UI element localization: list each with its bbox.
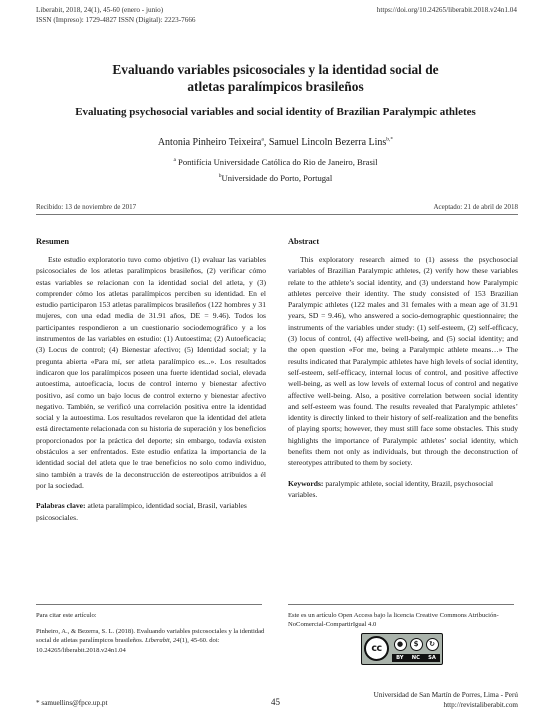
journal-website[interactable]: http://revistaliberabit.com [443,701,518,709]
affiliation-text: Universidade do Porto, Portugal [221,173,333,183]
keywords-list: paralympic athlete, social identity, Brazil, psychosocial variables. [288,478,494,499]
resumen-heading: Resumen [36,237,70,246]
received-date: Recibido: 13 de noviembre de 2017 [36,203,137,211]
cc-label: BY [396,655,404,661]
doi-link[interactable]: https://doi.org/10.24265/liberabit.2018.v24n1.04 [376,6,517,14]
accepted-date: Aceptado: 21 de abril de 2018 [433,203,518,211]
author-name: Samuel Lincoln Bezerra Lins [268,137,387,148]
spanish-title [60,62,491,95]
affiliation-mark: b [218,173,222,180]
noncommercial-icon: $ [410,638,423,651]
page-number: 45 [271,697,280,707]
author-affiliation-mark: a [261,136,264,143]
author-separator: , [263,137,269,148]
attribution-icon: ● [394,638,407,651]
english-title: Evaluating psychosocial variables and social identity of Brazilian Paralympic athletes [75,106,476,118]
abstract-column [288,237,518,500]
author-list [0,137,551,148]
sharealike-icon: ↻ [426,638,439,651]
cc-license-labels [392,654,440,662]
affiliation-mark: a [173,157,176,164]
abstract-heading: Abstract [288,237,320,246]
resumen-column [36,237,266,523]
abstract-text: This exploratory research aimed to (1) assess the psychosocial variables of Brazilian Paralympic athletes, (2) verify how these variables relate to the athlete’s social identity, and (3) understand how Paralympic athletes perceive their identity. The study consisted of 153 Brazilian Paralympic athletes (122 males and 31 females with a mean age of 31.91 years, SD = 9.46), who answered a socio-demographic questionnaire; the instruments of the variables under study: (1) self-esteem, (2) self-efficacy, (3) locus of control, (4) affective well-being, and (5) social identity; and the open question «For me, being a Paralympic athlete means…» The results indicated that Paralympic athletes have high levels of social identity, self-esteem, self-efficacy, internal locus of control, and positive affective well-being, as well as low levels of external locus of control and negative affective well-being. Also, a positive correlation between social identity and self-esteem was found. The results revealed that Paralympic athletes’ identity is directly linked to their history of self-realization and the benefits of playing sports; however, they must still face some obstacles. This study highlights the importance of Paralympic athletes’ social identity, which benefits them not only as individuals, but through the deconstruction of stereotypes attributed to them by society. [288,255,518,468]
abstract-keywords [288,478,518,501]
citation-journal: Liberabit, 24 [145,637,180,645]
divider [36,604,262,605]
journal-line: Liberabit, 2018, 24(1), 45-60 (enero - junio) [36,6,164,14]
affiliation [0,157,551,167]
article-dates [36,203,518,211]
publisher-footer [374,690,518,710]
spanish-title-line-2: atletas paralímpicos brasileños [187,78,364,94]
keywords-label: Palabras clave: [36,501,86,511]
university-name: Universidad de San Martín de Porres, Lima - Perú [373,691,518,699]
resumen-text: Este estudio exploratorio tuvo como objetivo (1) evaluar las variables psicosociales de los atletas paralímpicos brasileños, (2) verificar cómo estas variables se relacionan con la identidad social del atleta, y (3) comprender cómo los atletas paralímpicos perciben su identidad. En el estudio participaron 153 atletas paralímpicos brasileños (122 hombres y 31 mujeres, con una edad media de 31.91 años, DE = 9.46). Todos los participantes respondieron a un cuestionario sociodemográfico y a los instrumentos de las variables en estudio: (1) Autoestima; (2) Autoeficacia; (3) Locus de control; (4) Bienestar afectivo; (5) Identidad social; y la pregunta abierta «Para mí, ser atleta paralímpico es...». Los resultados indicaron que los paralímpicos poseen una fuerte identidad social, elevada autoestima, autoeficacia, locus de control interno y bienestar afectivo positivo, así como un bajo locus de control externo y bienestar afectivo negativo. También, se verificó una correlación positiva entre la identidad social y la autoestima. Los resultados revelaron que la identidad del atleta está directamente relacionada con su historia de superación y los beneficios proporcionados por la práctica del deporte; sin embargo, todavía existen obstáculos a ser enfrentados. Este estudio enfatiza la importancia de la identidad social del atleta que le trae beneficios no solo como individuo, sino también a través de la deconstrucción de estereotipos atribuidos a él por la sociedad. [36,255,266,490]
cc-license-icons [392,636,440,653]
citation-text [36,627,266,655]
cc-label: NC [411,655,420,661]
citation-reference: Pinheiro, A., & Bezerra, S. L. (2018). Evaluando variables psicosociales y la identidad social de atletas paralímpicos brasileños. [36,628,265,645]
journal-header [36,6,196,25]
citation-block [36,611,266,655]
license-text: Este es un artículo Open Access bajo la licencia Creative Commons Atribución-NoComercial-CompartirIgual 4.0 [288,612,499,629]
affiliation [0,173,551,183]
cc-logo: cc [364,636,389,661]
citation-heading: Para citar este artículo: [36,612,97,619]
corresponding-email[interactable]: * samuellins@fpce.up.pt [36,699,108,707]
citation-issue: (1), 45-60. doi: 10.24265/liberabit.2018.v24n1.04 [36,637,220,654]
keywords-label: Keywords: [288,478,324,488]
cc-label: SA [428,655,436,661]
issn-line: ISSN (Impreso): 1729-4827 ISSN (Digital): 2223-7666 [36,15,196,24]
author-name: Antonia Pinheiro Teixeira [157,137,262,148]
divider [36,214,518,215]
affiliation-text: Pontifícia Universidade Católica do Rio de Janeiro, Brasil [175,157,378,167]
divider [288,604,514,605]
license-block [288,611,526,629]
spanish-title-line-1: Evaluando variables psicosociales y la identidad social de [112,62,439,77]
creative-commons-badge[interactable] [361,633,443,665]
resumen-keywords [36,500,266,523]
author-affiliation-mark: b,* [386,136,394,143]
keywords-list: atleta paralímpico, identidad social, Brasil, variables psicosociales. [36,501,247,522]
